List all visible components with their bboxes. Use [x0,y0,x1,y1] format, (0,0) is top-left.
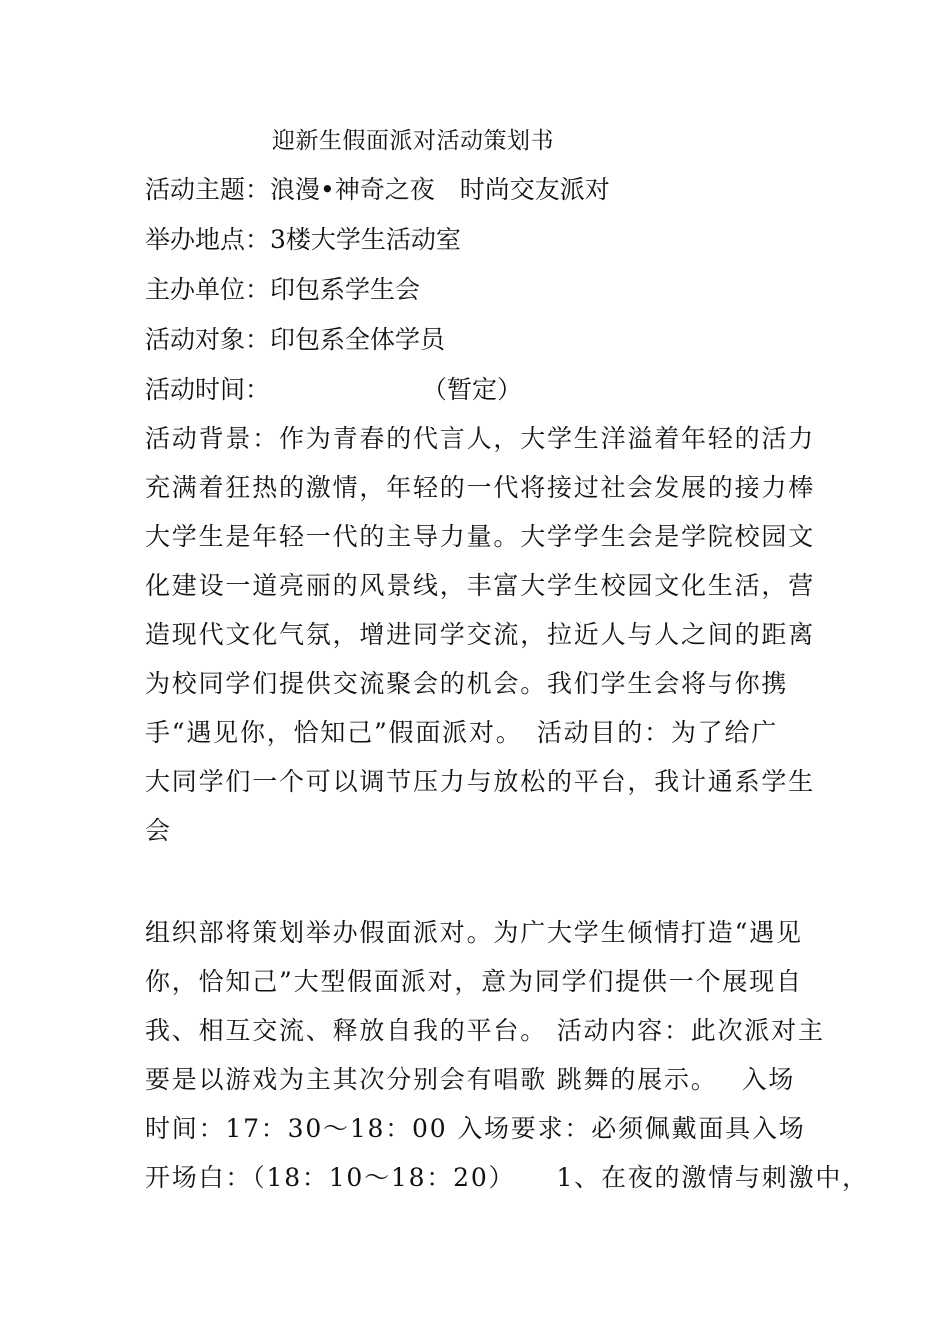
organizer-line: 主办单位：印包系学生会 [145,275,421,304]
venue-line: 举办地点：3楼大学生活动室 [145,225,461,254]
paragraph-line: 组织部将策划举办假面派对。为广大学生倾情打造“遇见 [145,918,803,947]
document-title: 迎新生假面派对活动策划书 [272,128,554,154]
paragraph-line: 开场白：（18：10～18：20） 1、在夜的激情与刺激中， [145,1163,869,1192]
paragraph-line: 要是以游戏为主其次分别会有唱歌 跳舞的展示。 入场 [145,1065,796,1094]
paragraph-line: 会 [145,816,172,845]
paragraph-line: 为校同学们提供交流聚会的机会。我们学生会将与你携 [145,669,789,698]
paragraph-line: 你，恰知己”大型假面派对，意为同学们提供一个展现自 [145,967,803,996]
paragraph-line: 手“遇见你，恰知己”假面派对。 活动目的：为了给广 [145,718,779,747]
activity-time-line [145,370,522,410]
paragraph-line: 化建设一道亮丽的风景线，丰富大学生校园文化生活，营 [145,571,816,600]
audience-line: 活动对象：印包系全体学员 [145,325,446,354]
activity-theme-line: 活动主题：浪漫•神奇之夜 时尚交友派对 [145,175,610,204]
paragraph-line: 充满着狂热的激情，年轻的一代将接过社会发展的接力棒 [145,473,816,502]
paragraph-line: 活动背景：作为青春的代言人，大学生洋溢着年轻的活力 [145,424,816,453]
activity-time-value: （暂定） [422,375,523,404]
paragraph-line: 大学生是年轻一代的主导力量。大学学生会是学院校园文 [145,522,816,551]
paragraph-line: 时间：17：30～18：00 入场要求：必须佩戴面具入场 [145,1114,806,1143]
paragraph-line: 我、相互交流、释放自我的平台。 活动内容：此次派对主 [145,1016,825,1045]
paragraph-line: 造现代文化气氛，增进同学交流，拉近人与人之间的距离 [145,620,816,649]
activity-time-label: 活动时间： [145,375,271,404]
paragraph-line: 大同学们一个可以调节压力与放松的平台，我计通系学生 [145,767,816,796]
